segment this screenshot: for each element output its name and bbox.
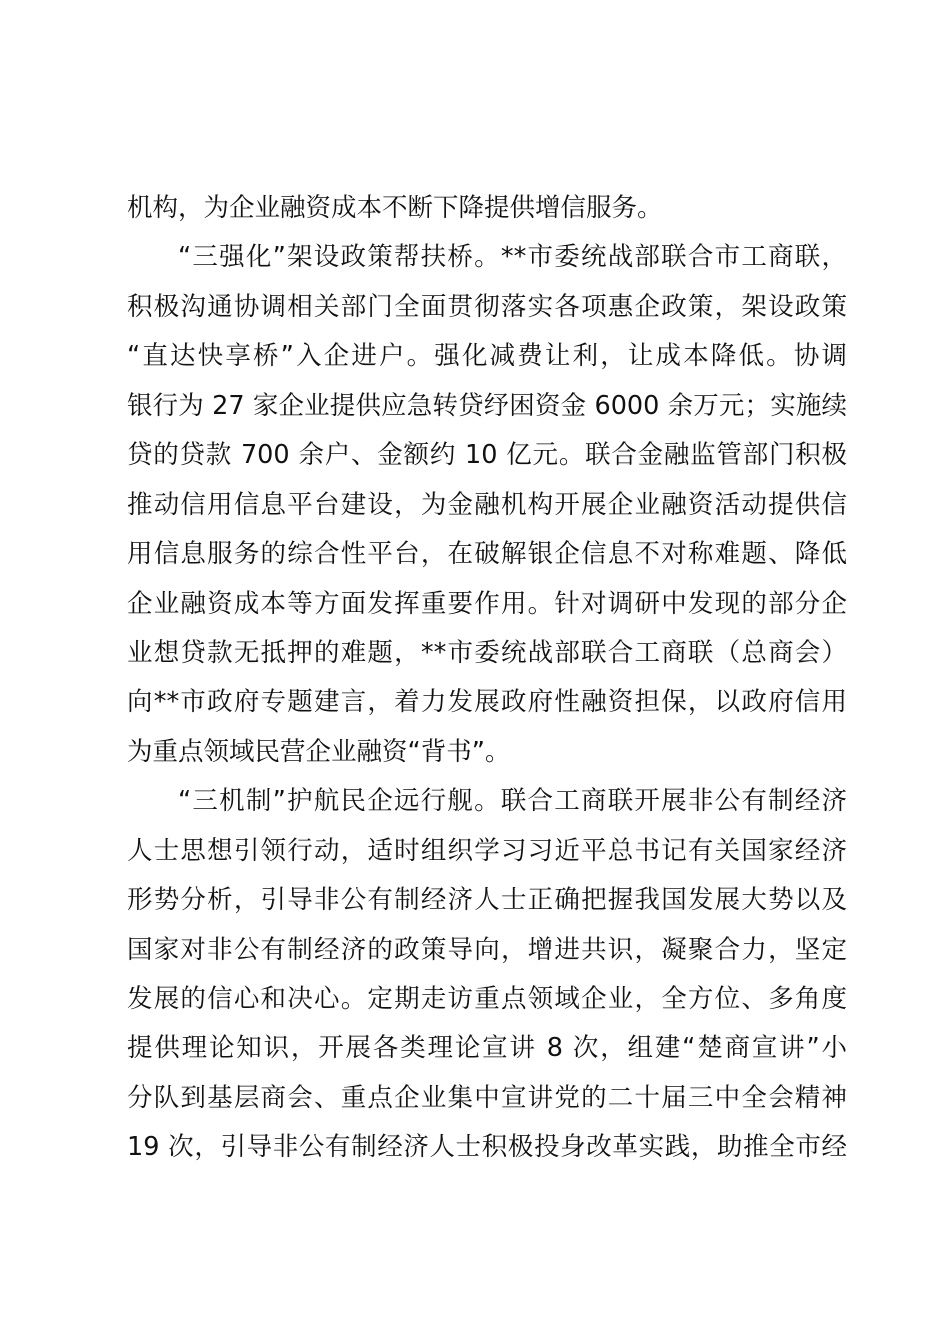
text-line: 国家对非公有制经济的政策导向，增进共识，凝聚合力，坚定 <box>127 934 847 965</box>
text-line: 向**市政府专题建言，着力发展政府性融资担保，以政府信用 <box>127 687 847 718</box>
text-line: 机构，为企业融资成本不断下降提供增信服务。 <box>127 193 663 223</box>
text-line: 贷的贷款 700 余户、金额约 10 亿元。联合金融监管部门积极 <box>127 440 847 471</box>
text-line: 企业融资成本等方面发挥重要作用。针对调研中发现的部分企 <box>127 588 847 619</box>
text-line: 人士思想引领行动，适时组织学习习近平总书记有关国家经济 <box>127 835 847 866</box>
text-line: 业想贷款无抵押的难题，**市委统战部联合工商联（总商会） <box>127 637 847 668</box>
text-line: 分队到基层商会、重点企业集中宣讲党的二十届三中全会精神 <box>127 1082 847 1113</box>
text-line: 形势分析，引导非公有制经济人士正确把握我国发展大势以及 <box>127 885 847 916</box>
text-line: “三机制”护航民企远行舰。联合工商联开展非公有制经济 <box>178 786 847 817</box>
document-body <box>127 184 847 1173</box>
text-line: “直达快享桥”入企进户。强化减费让利，让成本降低。协调 <box>127 341 847 372</box>
text-line: 发展的信心和决心。定期走访重点领域企业，全方位、多角度 <box>127 984 847 1014</box>
text-line: “三强化”架设政策帮扶桥。**市委统战部联合市工商联， <box>178 242 847 273</box>
text-line: 银行为 27 家企业提供应急转贷纾困资金 6000 余万元；实施续 <box>127 390 847 421</box>
text-line: 为重点领域民营企业融资“背书”。 <box>127 736 511 767</box>
text-line: 推动信用信息平台建设，为金融机构开展企业融资活动提供信 <box>127 489 847 520</box>
text-line: 提供理论知识，开展各类理论宣讲 8 次，组建“楚商宣讲”小 <box>127 1033 847 1064</box>
text-line: 用信息服务的综合性平台，在破解银企信息不对称难题、降低 <box>127 539 847 570</box>
text-line: 19 次，引导非公有制经济人士积极投身改革实践，助推全市经 <box>127 1132 847 1163</box>
text-line: 积极沟通协调相关部门全面贯彻落实各项惠企政策，架设政策 <box>127 291 847 322</box>
